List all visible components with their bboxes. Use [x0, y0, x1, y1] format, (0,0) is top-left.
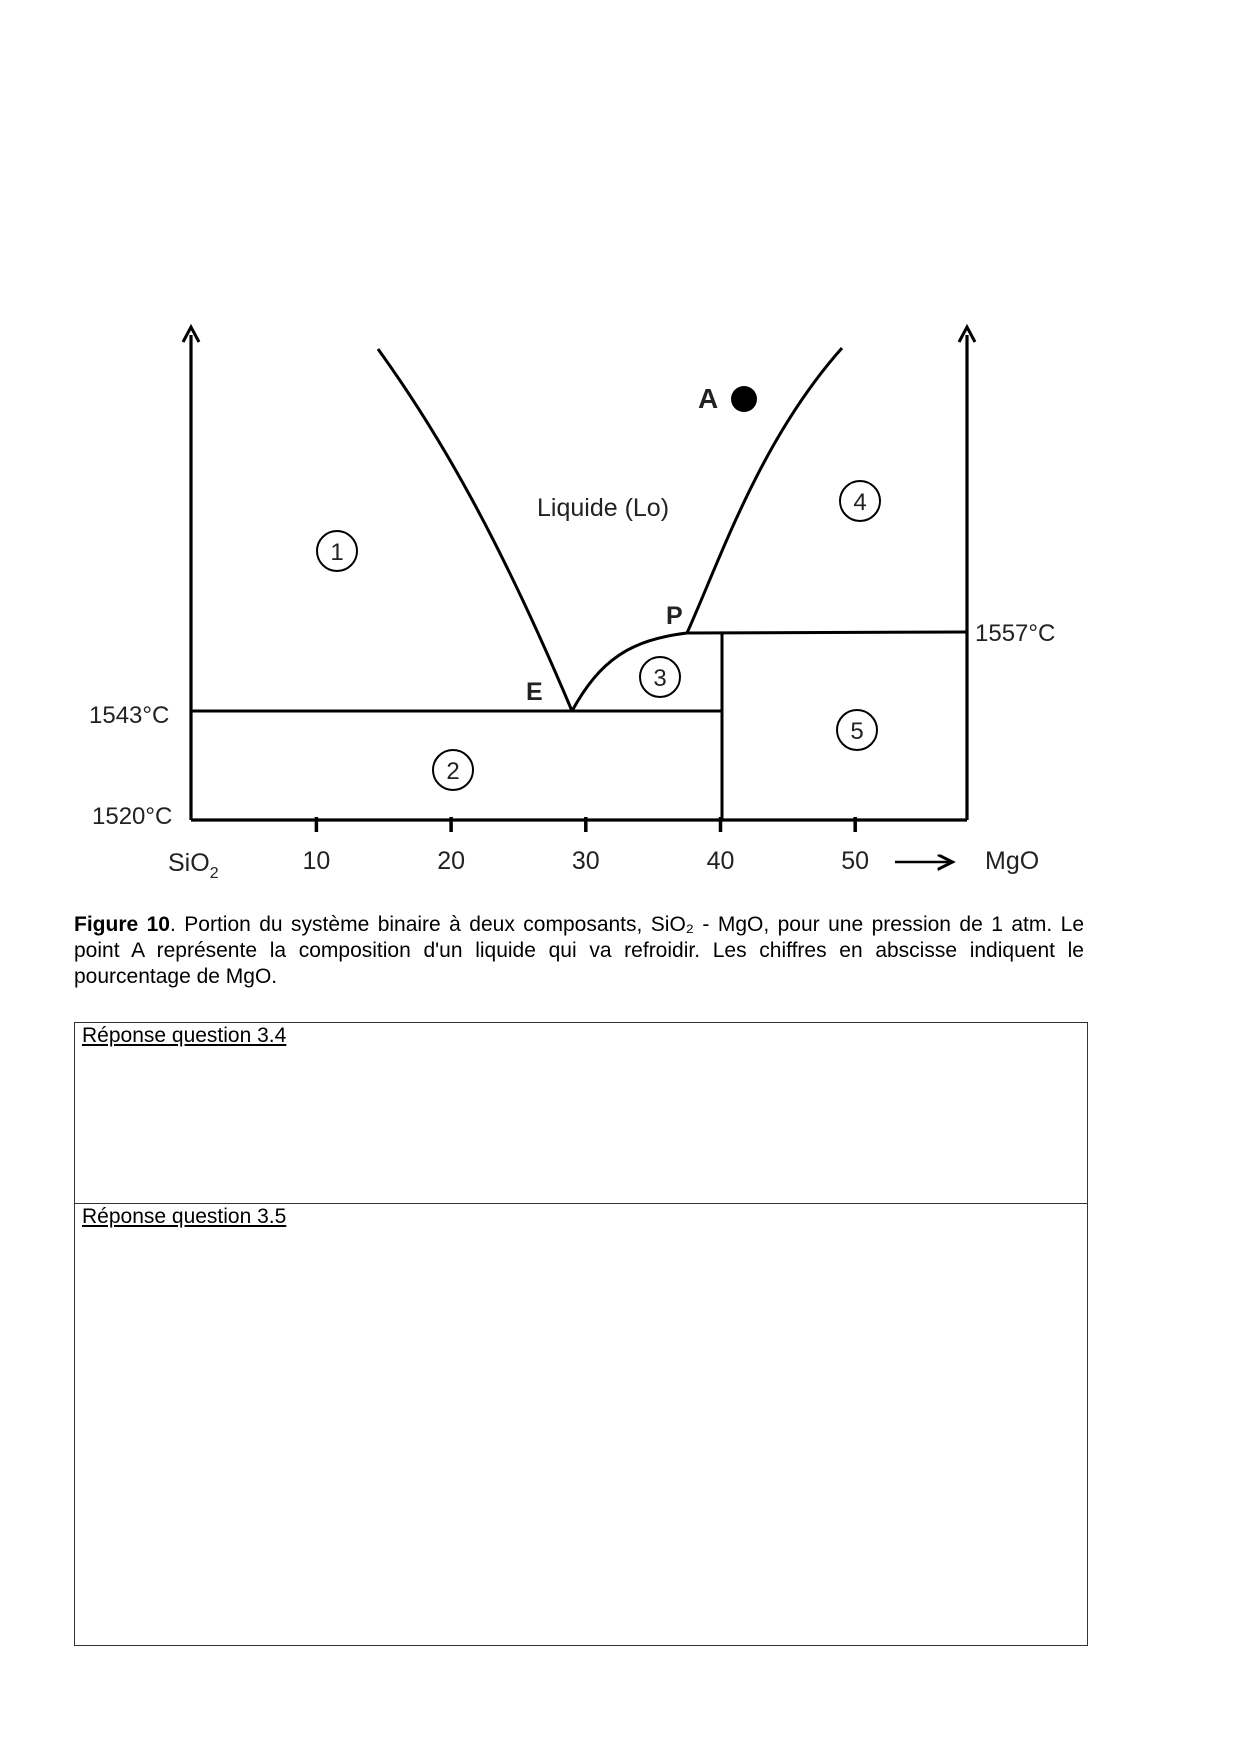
region-5 [837, 710, 877, 750]
x-label-sio2: SiO$_2$ [168, 849, 219, 882]
x-tick-label-20: 20 [437, 847, 466, 875]
region-1 [317, 531, 357, 571]
x-ticks [302, 817, 869, 875]
y-label-1543: 1543°C [89, 702, 170, 729]
region-4 [840, 481, 880, 521]
point-a-label: A [698, 383, 719, 414]
x-tick-label-40: 40 [706, 847, 735, 875]
x-tick-label-30: 30 [571, 847, 600, 875]
caption-text: . Portion du système binaire à deux composants, SiO₂ - MgO, pour une pression de 1 atm. Le point A représente la composition d'un liquide qui va refroidir. Les chiffres en abscisse indiquent le pourcentage de MgO. [74, 913, 1084, 988]
point-a-marker [731, 386, 757, 412]
figure-caption [74, 912, 1084, 990]
point-e-label: E [526, 678, 543, 706]
liquidus-left [378, 349, 572, 711]
answer-cell-3-5[interactable] [75, 1204, 1088, 1646]
y-label-1520: 1520°C [92, 803, 173, 830]
answer-row-3-5 [75, 1204, 1088, 1646]
region-2 [433, 750, 473, 790]
svg-text:1: 1 [330, 539, 344, 566]
y-label-1557: 1557°C [975, 620, 1056, 647]
x-tick-label-10: 10 [302, 847, 331, 875]
answer-cell-3-4[interactable] [75, 1023, 1088, 1204]
peritectic-isotherm [687, 632, 967, 633]
x-tick-label-50: 50 [841, 847, 870, 875]
liquid-label: Liquide (Lo) [537, 494, 670, 522]
svg-text:4: 4 [853, 489, 867, 516]
region-3 [640, 657, 680, 697]
answer-label-3-4: Réponse question 3.4 [82, 1024, 287, 1047]
point-p-label: P [666, 602, 683, 630]
svg-text:2: 2 [446, 758, 460, 785]
answer-table [74, 1022, 1088, 1646]
liquidus-e-p [572, 633, 687, 711]
answer-row-3-4 [75, 1023, 1088, 1204]
x-label-mgo: MgO [985, 847, 1040, 875]
svg-text:3: 3 [653, 665, 667, 692]
answer-label-3-5: Réponse question 3.5 [82, 1205, 287, 1228]
svg-text:5: 5 [850, 718, 864, 745]
figure-label: Figure 10 [74, 913, 170, 936]
